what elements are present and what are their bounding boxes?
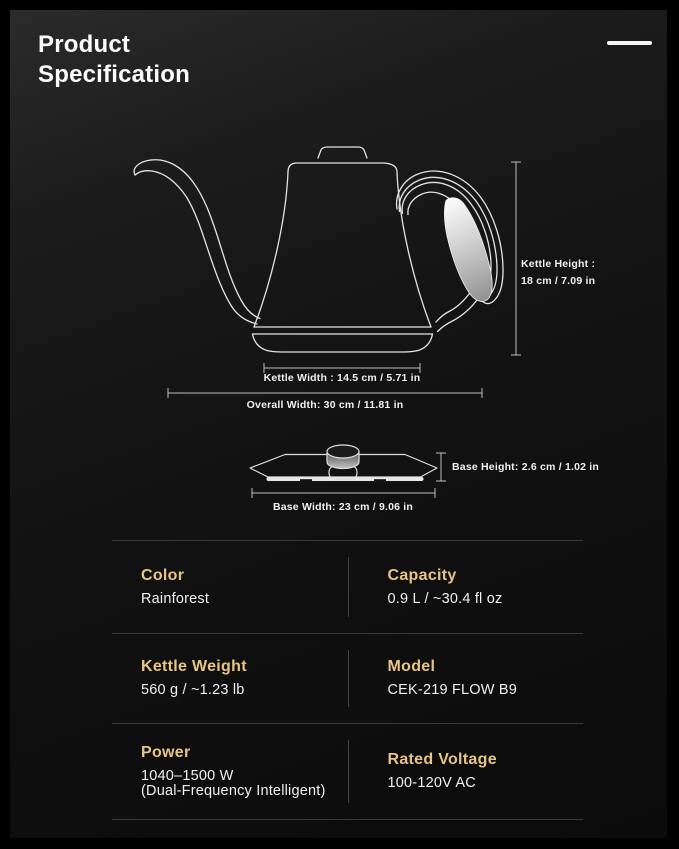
kettle-outline	[134, 147, 503, 352]
kettle-body	[254, 163, 431, 327]
spec-label: Kettle Weight	[141, 658, 247, 676]
spec-label: Model	[387, 658, 436, 676]
product-spec-panel	[10, 10, 667, 838]
spec-row-2	[112, 633, 583, 723]
spec-cell-rated-voltage	[348, 724, 584, 819]
spout-lower	[135, 171, 257, 324]
spec-label: Rated Voltage	[387, 751, 497, 769]
spec-row-1	[112, 540, 583, 633]
spec-value: 560 g / ~1.23 lb	[141, 682, 245, 699]
kettle-height-dim	[511, 162, 521, 355]
lid-knob	[318, 147, 367, 158]
handle-return-2	[436, 292, 471, 322]
spout-upper	[134, 160, 260, 319]
spec-value-2: (Dual-Frequency Intelligent)	[141, 783, 326, 799]
overall-width-dim	[168, 388, 482, 398]
title-line-2: Specification	[38, 61, 190, 88]
spec-value: 100-120V AC	[387, 775, 476, 792]
handle-grip	[444, 198, 492, 302]
spec-cell-kettle-weight	[112, 634, 348, 723]
base-width-label: Base Width: 23 cm / 9.06 in	[272, 501, 414, 513]
overall-width-label: Overall Width: 30 cm / 11.81 in	[246, 399, 404, 411]
spec-value: 0.9 L / ~30.4 fl oz	[387, 590, 503, 607]
base-knob-top	[327, 445, 359, 458]
base-height-label: Base Height: 2.6 cm / 1.02 in	[452, 461, 600, 473]
spec-cell-capacity	[348, 541, 584, 633]
base-foot-gap-1	[300, 479, 312, 482]
spec-value: Rainforest	[141, 590, 210, 607]
spec-label: Capacity	[387, 566, 457, 584]
spec-cell-model	[348, 634, 584, 723]
page-title	[38, 30, 190, 90]
spec-row-3	[112, 723, 583, 820]
dash-icon	[607, 41, 652, 45]
spec-table	[112, 540, 583, 820]
kettle-height-value: 18 cm / 7.09 in	[521, 275, 596, 287]
base-unit	[250, 445, 437, 482]
kettle-width-label: Kettle Width : 14.5 cm / 5.71 in	[263, 372, 421, 384]
spec-value: CEK-219 FLOW B9	[387, 682, 518, 699]
spec-label: Power	[141, 743, 191, 761]
spec-value: 1040–1500 W	[141, 767, 234, 784]
kettle-height-label	[521, 256, 595, 290]
kettle-height-text: Kettle Height :	[521, 258, 596, 270]
spec-label: Color	[141, 566, 185, 584]
base-width-dim	[252, 488, 435, 498]
spec-cell-color	[112, 541, 348, 633]
base-foot-gap-2	[374, 479, 386, 482]
title-line-1: Product	[38, 31, 131, 58]
base-height-dim	[436, 453, 446, 481]
spec-cell-power	[112, 724, 348, 819]
base-skirt	[253, 334, 433, 352]
